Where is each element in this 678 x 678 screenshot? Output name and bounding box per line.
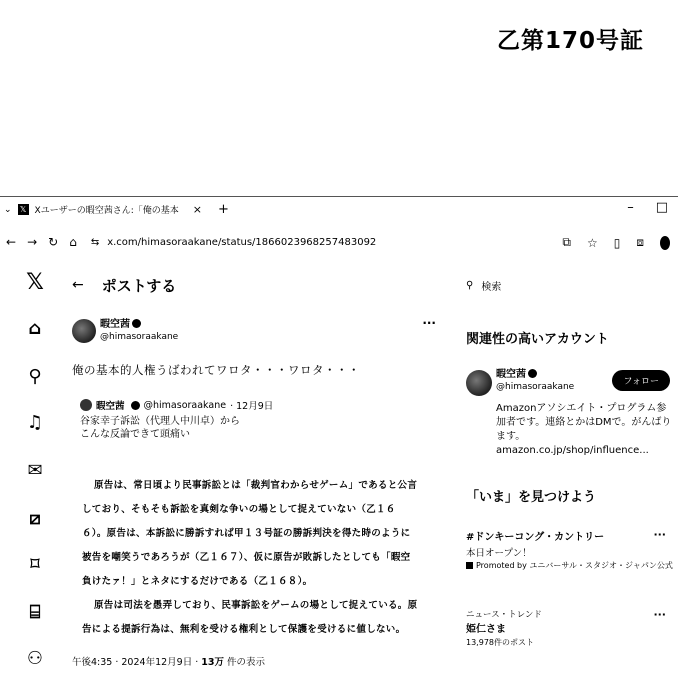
reading-list-icon[interactable]: ▯ — [613, 235, 621, 250]
related-account-bio: Amazonアソシエイト・プログラム参加者です。連絡とかはDMで。がんばります。amazon.co.jp/shop/influence... — [496, 403, 672, 456]
document-line: しており、そもそも訴訟を真剣な争いの場として捉えていない（乙１６ — [82, 504, 396, 515]
back-arrow-icon[interactable]: ← — [72, 277, 84, 293]
address-bar — [0, 228, 678, 256]
tab-title: Xユーザーの暇空茜さん:「俺の基本 — [34, 206, 179, 216]
post-header — [72, 270, 442, 300]
quote-text-line: こんな反論できて頭痛い — [80, 429, 190, 440]
window-controls — [627, 200, 668, 215]
whats-happening-title: 「いま」を見つけよう — [466, 490, 597, 505]
tab-bar — [0, 196, 678, 222]
browser-tab[interactable] — [4, 202, 229, 217]
site-info-icon[interactable]: ⇆ — [90, 236, 100, 248]
verified-badge-icon — [131, 401, 140, 410]
toolbar-right — [562, 235, 670, 250]
communities-icon[interactable]: ⚇ — [26, 648, 44, 669]
x-logo-icon[interactable]: 𝕏 — [26, 270, 44, 295]
exhibit-label: 乙第170号証 — [497, 28, 645, 54]
nav-buttons — [0, 235, 77, 249]
search-icon: ⚲ — [466, 279, 474, 291]
document-line: 被告を嘲笑うであろうが（乙１６７）、仮に原告が敗訴したとしても「暇空 — [82, 552, 411, 563]
document-line: 告による提訴行為は、無利を受ける権利として保護を受けるに値しない。 — [82, 624, 406, 635]
trend-title: #ドンキーコング・カントリー — [466, 532, 605, 543]
post-meta — [72, 654, 265, 668]
extensions-icon[interactable]: ⧈ — [636, 235, 644, 249]
quote-text-line: 谷家幸子訴訟（代理人中川卓）から — [80, 416, 240, 427]
author-name[interactable]: 暇空茜 — [100, 318, 178, 331]
favorite-star-icon[interactable]: ☆ — [586, 235, 598, 250]
right-sidebar — [466, 270, 676, 647]
verified-badge-icon — [528, 369, 537, 378]
trend-item[interactable] — [466, 608, 676, 648]
more-options-icon[interactable]: ··· — [653, 528, 666, 541]
follow-button[interactable]: フォロー — [612, 370, 670, 391]
search-icon[interactable]: ⚲ — [28, 366, 42, 387]
close-tab-icon[interactable]: × — [192, 203, 202, 216]
notifications-icon[interactable]: ♫ — [26, 412, 44, 433]
x-favicon-icon: 𝕏 — [18, 204, 29, 215]
home-icon[interactable]: ⌂ — [28, 318, 42, 339]
more-options-icon[interactable]: ··· — [422, 316, 436, 330]
tab-list-chevron-icon[interactable]: ⌄ — [4, 204, 12, 215]
grok-icon[interactable]: ⧄ — [29, 508, 41, 529]
author-handle[interactable]: @himasoraakane — [100, 332, 179, 342]
trend-title: 姫仁さま — [466, 624, 506, 635]
avatar[interactable] — [72, 319, 96, 343]
page-title: ポストする — [101, 276, 177, 295]
related-account-handle[interactable]: @himasoraakane — [496, 382, 575, 392]
search-placeholder: 検索 — [481, 281, 502, 293]
trend-subtitle: 本日オープン！ — [466, 548, 532, 559]
document-line: 原告は司法を愚弄しており、民事訴訟をゲームの場として捉えている。原 — [94, 600, 418, 611]
back-icon[interactable]: ← — [6, 235, 17, 249]
more-options-icon[interactable]: ··· — [653, 608, 666, 621]
document-line: ６）。原告は、本訴訟に勝訴すれば甲１３号証の勝訴判決を得た時のように — [82, 528, 411, 539]
view-suffix: 件の表示 — [224, 657, 266, 668]
quote-avatar — [80, 399, 92, 411]
quote-header — [80, 398, 436, 412]
url-field[interactable] — [91, 237, 376, 248]
search-input[interactable] — [466, 270, 676, 300]
home-browser-icon[interactable]: ⌂ — [69, 235, 77, 249]
document-image[interactable] — [82, 474, 428, 642]
related-accounts-title: 関連性の高いアカウント — [466, 332, 609, 347]
trend-post-count: 13,978件のポスト — [466, 638, 534, 647]
document-line: 原告は、常日頃より民事訴訟とは「裁判官わからせゲーム」であると公言 — [94, 480, 418, 491]
avatar[interactable] — [466, 370, 492, 396]
quote-author-handle: @himasoraakane — [143, 399, 227, 411]
profile-icon[interactable] — [660, 236, 670, 250]
related-account-names — [496, 368, 574, 394]
verified-badge-icon — [132, 319, 141, 328]
trend-category: ニュース・トレンド — [466, 610, 542, 620]
post-author — [72, 318, 440, 344]
jobs-icon[interactable]: ⌸ — [29, 602, 41, 623]
new-tab-icon[interactable]: + — [217, 202, 229, 217]
promoted-icon — [466, 562, 473, 569]
quote-author-name: 暇空茜 — [96, 401, 125, 412]
post-time[interactable]: 午後4:35 · 2024年12月9日 · — [72, 657, 202, 668]
author-names — [100, 318, 178, 344]
bookmarks-icon[interactable]: ⌑ — [30, 554, 40, 575]
promoted-label: Promoted by ユニバーサル・スタジオ・ジャパン公式 — [466, 561, 676, 571]
reload-icon[interactable]: ↻ — [48, 235, 59, 249]
forward-icon[interactable]: → — [27, 235, 38, 249]
main-column — [72, 270, 442, 668]
messages-icon[interactable]: ✉ — [27, 460, 43, 481]
trend-item-promoted[interactable] — [466, 528, 676, 571]
maximize-icon[interactable]: □ — [655, 200, 668, 215]
post-text: 俺の基本的人権うばわれてワロタ・・・ワロタ・・・ — [72, 363, 360, 377]
document-line: 負けたァ！」とネタにするだけである（乙１６８）。 — [82, 576, 313, 587]
quoted-post[interactable] — [80, 398, 436, 441]
quote-date: · 12月9日 — [230, 401, 274, 412]
related-account-name[interactable]: 暇空茜 — [496, 368, 574, 381]
view-count: 13万 — [201, 657, 224, 668]
url-text: x.com/himasoraakane/status/1866023968257483092 — [107, 236, 377, 248]
minimize-icon[interactable]: – — [627, 200, 634, 215]
install-app-icon[interactable]: ⧉ — [562, 235, 571, 249]
